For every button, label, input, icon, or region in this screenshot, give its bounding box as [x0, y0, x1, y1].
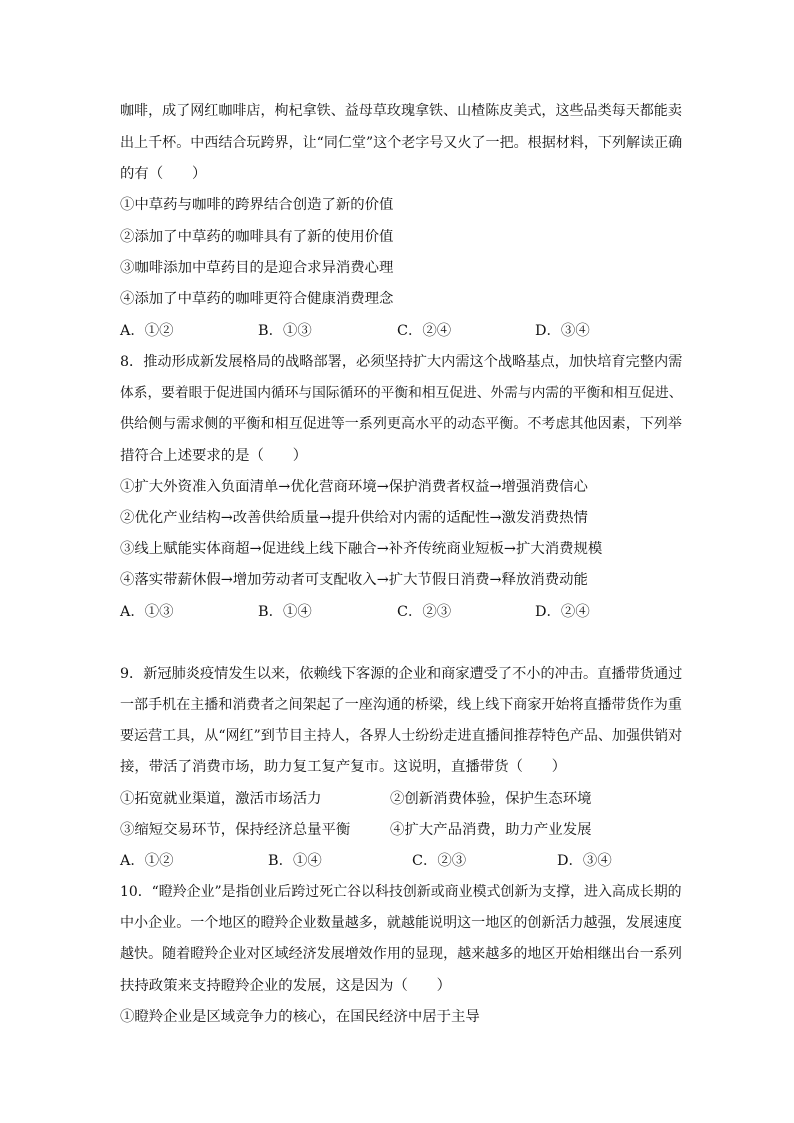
- q9-stem-line-1: 9．新冠肺炎疫情发生以来，依赖线下客源的企业和商家遭受了不小的冲击。直播带货通过: [120, 666, 683, 682]
- q8-stem-line-4: 措符合上述要求的是（ ）: [120, 448, 308, 464]
- q7-choice-d: D．③④: [535, 323, 590, 339]
- q9-choice-a: A．①②: [120, 853, 174, 869]
- q9-choice-b: B．①④: [268, 853, 322, 869]
- q7-stem-line-2: 出上千杯。中西结合玩跨界，让“同仁堂”这个老字号又火了一把。根据材料，下列解读正确: [120, 135, 683, 151]
- q7-item-2: ②添加了中草药的咖啡具有了新的使用价值: [120, 229, 394, 245]
- q9-stem-line-4: 接，带活了消费市场，助力复工复产复市。这说明，直播带货（ ）: [120, 759, 567, 775]
- q9-stem-line-3: 要运营工具，从“网红”到节目主持人，各界人士纷纷走进直播间推荐特色产品、加强供销对: [120, 728, 683, 744]
- q10-stem-line-2: 中小企业。一个地区的瞪羚企业数量越多，就越能说明这一地区的创新活力越强，发展速度: [120, 915, 682, 931]
- q7-item-3: ③咖啡添加中草药目的是迎合求异消费心理: [120, 260, 394, 276]
- q7-stem-line-3: 的有（ ）: [120, 166, 207, 182]
- q7-choice-c: C．②④: [397, 323, 452, 339]
- q8-stem-line-3: 供给侧与需求侧的平衡和相互促进等一系列更高水平的动态平衡。不考虑其他因素，下列举: [120, 416, 682, 432]
- q8-item-1: ①扩大外资准入负面清单→优化营商环境→保护消费者权益→增强消费信心: [120, 479, 588, 495]
- q10-stem-line-4: 扶持政策来支持瞪羚企业的发展，这是因为（ ）: [120, 978, 451, 994]
- q9-item-3: ③缩短交易环节，保持经济总量平衡: [120, 822, 351, 838]
- q7-item-1: ①中草药与咖啡的跨界结合创造了新的价值: [120, 197, 394, 213]
- q7-stem-line-1: 咖啡，成了网红咖啡店，枸杞拿铁、益母草玫瑰拿铁、山楂陈皮美式，这些品类每天都能卖: [120, 103, 682, 119]
- q10-item-1: ①瞪羚企业是区域竞争力的核心，在国民经济中居于主导: [120, 1009, 480, 1025]
- q7-item-4: ④添加了中草药的咖啡更符合健康消费理念: [120, 291, 394, 307]
- q8-item-3: ③线上赋能实体商超→促进线上线下融合→补齐传统商业短板→扩大消费规模: [120, 541, 603, 557]
- q7-choice-b: B．①③: [258, 323, 312, 339]
- q10-stem-line-1: 10．“瞪羚企业”是指创业后跨过死亡谷以科技创新或商业模式创新为支撑，进入高成长期的: [120, 884, 682, 900]
- q8-choice-d: D．②④: [535, 604, 590, 620]
- q8-item-4: ④落实带薪休假→增加劳动者可支配收入→扩大节假日消费→释放消费动能: [120, 572, 588, 588]
- q9-stem-line-2: 一部手机在主播和消费者之间架起了一座沟通的桥梁，线上线下商家开始将直播带货作为重: [120, 697, 682, 713]
- q8-choice-c: C．②③: [397, 604, 452, 620]
- q10-stem-line-3: 越快。随着瞪羚企业对区域经济发展增效作用的显现，越来越多的地区开始相继出台一系列: [120, 946, 682, 962]
- q8-choice-a: A．①③: [120, 604, 174, 620]
- q9-item-1: ①拓宽就业渠道，激活市场活力: [120, 791, 322, 807]
- q8-item-2: ②优化产业结构→改善供给质量→提升供给对内需的适配性→激发消费热情: [120, 510, 588, 526]
- q9-item-2: ②创新消费体验，保护生态环境: [390, 791, 592, 807]
- q8-stem-line-2: 体系，要着眼于促进国内循环与国际循环的平衡和相互促进、外需与内需的平衡和相互促进、: [120, 385, 683, 401]
- q9-choice-d: D．③④: [557, 853, 612, 869]
- q9-choice-c: C．②③: [412, 853, 467, 869]
- q7-choice-a: A．①②: [120, 323, 174, 339]
- q8-choice-b: B．①④: [258, 604, 312, 620]
- q9-item-4: ④扩大产品消费，助力产业发展: [390, 822, 592, 838]
- q8-stem-line-1: 8．推动形成新发展格局的战略部署，必须坚持扩大内需这个战略基点，加快培育完整内需: [120, 354, 683, 370]
